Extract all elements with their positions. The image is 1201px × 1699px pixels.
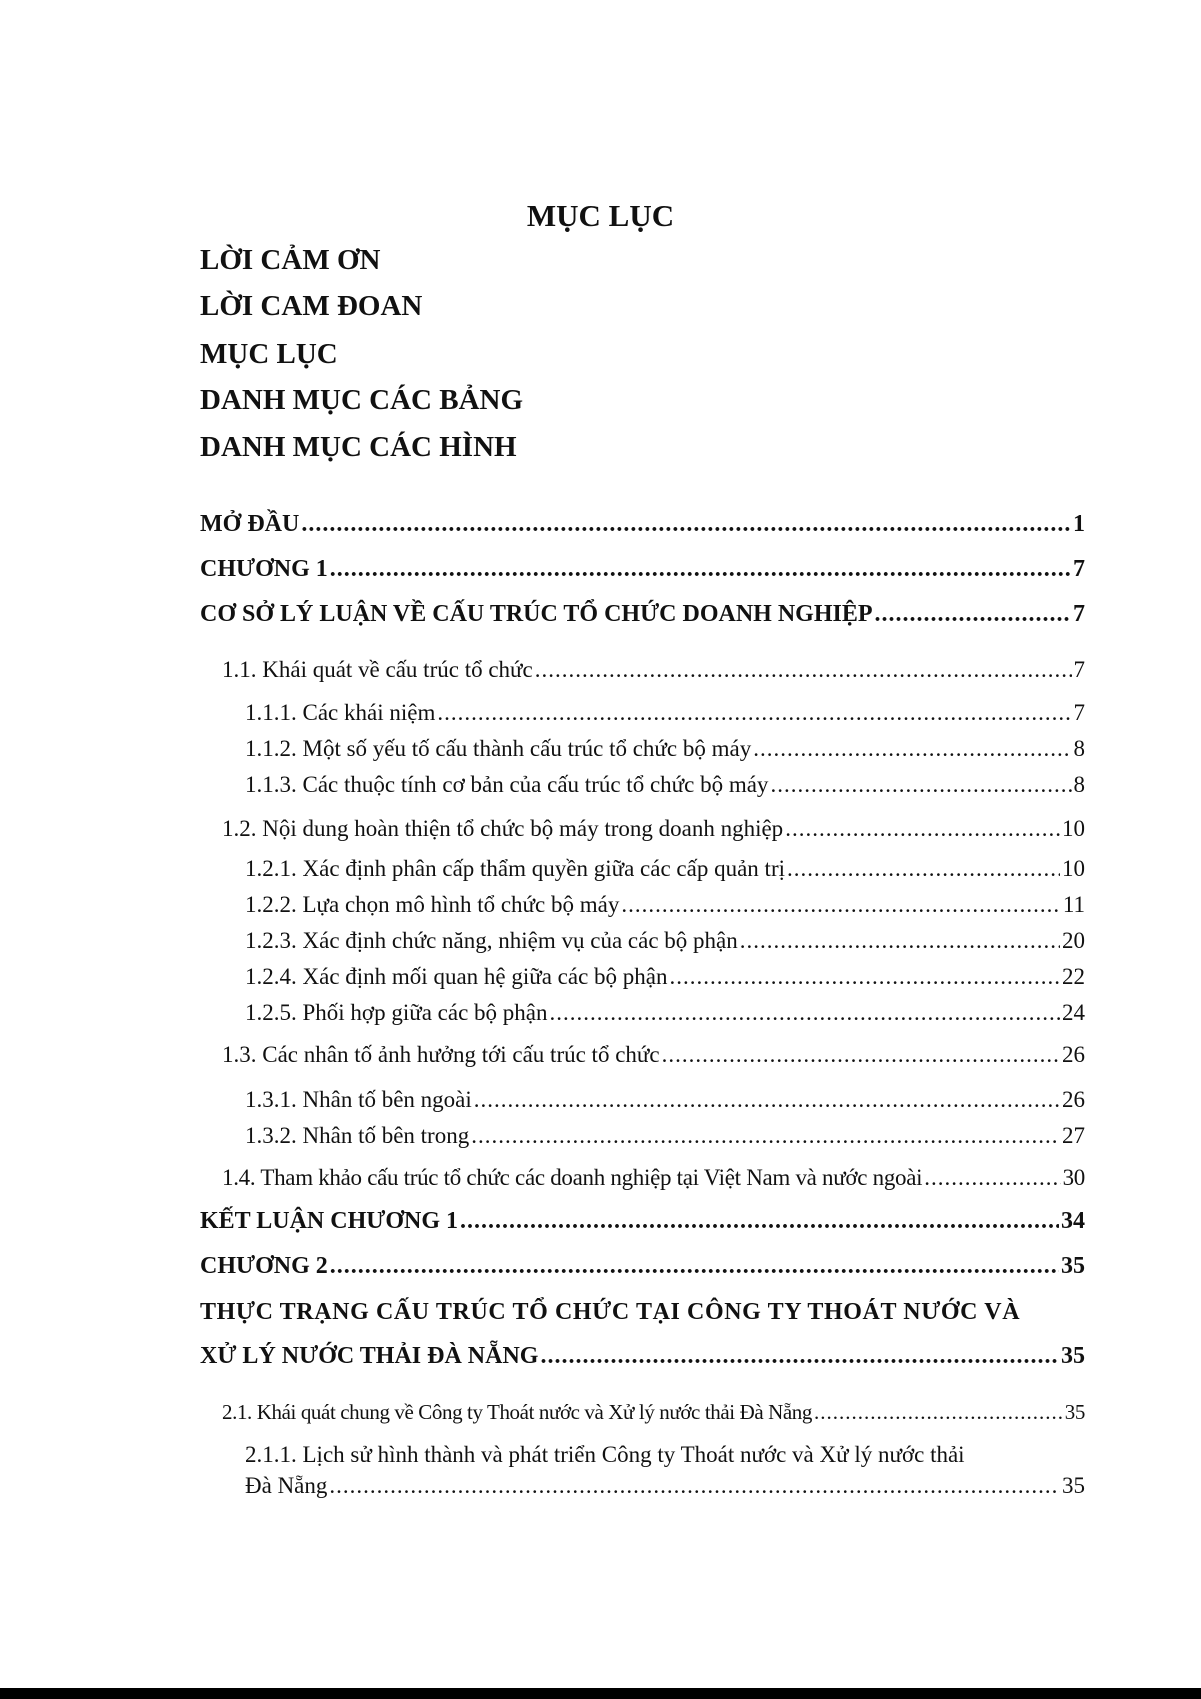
bottom-edge-bar [0, 1688, 1201, 1699]
dot-leader [787, 854, 1060, 884]
dot-leader [875, 598, 1071, 630]
toc-entry-text: 1.2.2. Lựa chọn mô hình tổ chức bộ máy [245, 892, 620, 917]
dot-leader [814, 1397, 1063, 1427]
toc-entry-text: 1.2. Nội dung hoàn thiện tổ chức bộ máy trong doanh nghiệp [222, 816, 784, 841]
front-matter-loi-cam-doan[interactable]: LỜI CAM ĐOAN [200, 290, 423, 322]
toc-page-number: 30 [1062, 1165, 1085, 1190]
dot-leader [460, 1205, 1059, 1237]
toc-entry-text: 1.4. Tham khảo cấu trúc tổ chức các doanh nghiệp tại Việt Nam và nước ngoài [222, 1165, 923, 1190]
toc-entry[interactable] [200, 553, 1085, 585]
toc-page-number: 35 [1062, 1473, 1085, 1498]
toc-entry-text: 1.1.3. Các thuộc tính cơ bản của cấu trúc tổ chức bộ máy [245, 772, 769, 797]
toc-entry[interactable] [222, 814, 1085, 844]
dot-leader [670, 962, 1060, 992]
toc-page-number: 8 [1073, 772, 1085, 797]
toc-entry[interactable] [222, 1040, 1085, 1070]
toc-entry[interactable] [200, 598, 1085, 630]
toc-page-number: 11 [1062, 892, 1085, 917]
toc-page-number: 8 [1073, 736, 1085, 761]
toc-page-number: 35 [1061, 1343, 1085, 1369]
toc-entry-text: 2.1. Khái quát chung về Công ty Thoát nước và Xử lý nước thải Đà Nẵng [222, 1400, 812, 1424]
toc-entry[interactable] [245, 890, 1085, 920]
toc-entry[interactable] [245, 962, 1085, 992]
dot-leader [550, 998, 1061, 1028]
toc-page-number: 7 [1073, 700, 1085, 725]
front-matter-danh-muc-cac-bang[interactable]: DANH MỤC CÁC BẢNG [200, 384, 524, 416]
toc-entry[interactable] [245, 1471, 1085, 1501]
dot-leader [535, 655, 1072, 685]
toc-entry[interactable] [245, 770, 1085, 800]
dot-leader [330, 1250, 1059, 1282]
toc-entry-text: KẾT LUẬN CHƯƠNG 1 [200, 1208, 459, 1234]
toc-page-number: 24 [1062, 1000, 1085, 1025]
toc-entry-text: 1.1.2. Một số yếu tố cấu thành cấu trúc tổ chức bộ máy [245, 736, 752, 761]
toc-entry[interactable] [200, 1340, 1085, 1372]
dot-leader [330, 553, 1071, 585]
dot-leader [924, 1163, 1060, 1193]
toc-entry[interactable] [245, 926, 1085, 956]
toc-page-number: 7 [1073, 657, 1085, 682]
dot-leader [621, 890, 1061, 920]
dot-leader [540, 1340, 1059, 1372]
toc-entry-text: 1.3.2. Nhân tố bên trong [245, 1123, 470, 1148]
toc-page-number: 10 [1062, 816, 1085, 841]
toc-page-number: 20 [1062, 928, 1085, 953]
toc-entry-text: 1.3. Các nhân tố ảnh hưởng tới cấu trúc tổ chức [222, 1042, 660, 1067]
toc-entry[interactable] [222, 1397, 1085, 1427]
front-matter-muc-luc[interactable]: MỤC LỤC [200, 338, 338, 370]
toc-page-number: 1 [1073, 511, 1085, 537]
toc-page-number: 7 [1073, 556, 1085, 582]
toc-entry-text: 1.1. Khái quát về cấu trúc tổ chức [222, 657, 533, 682]
toc-entry-text[interactable]: THỰC TRẠNG CẤU TRÚC TỔ CHỨC TẠI CÔNG TY THOÁT NƯỚC VÀ [200, 1299, 1021, 1325]
dot-leader [301, 508, 1071, 540]
toc-entry-text: 1.3.1. Nhân tố bên ngoài [245, 1087, 472, 1112]
toc-page-number: 35 [1061, 1253, 1085, 1279]
toc-entry-text: 1.2.5. Phối hợp giữa các bộ phận [245, 1000, 548, 1025]
dot-leader [770, 770, 1071, 800]
dot-leader [474, 1085, 1060, 1115]
page-title: MỤC LỤC [526, 198, 675, 233]
toc-page-number: 27 [1062, 1123, 1085, 1148]
toc-entry-text: CHƯƠNG 1 [200, 556, 328, 582]
toc-page-number: 10 [1062, 856, 1085, 881]
dot-leader [471, 1121, 1060, 1151]
dot-leader [753, 734, 1071, 764]
toc-entry[interactable] [222, 655, 1085, 685]
toc-entry-text: CƠ SỞ LÝ LUẬN VỀ CẤU TRÚC TỔ CHỨC DOANH NGHIỆP [200, 601, 873, 627]
dot-leader [662, 1040, 1060, 1070]
toc-entry[interactable] [245, 698, 1085, 728]
toc-entry[interactable] [200, 508, 1085, 540]
front-matter-danh-muc-cac-hinh[interactable]: DANH MỤC CÁC HÌNH [200, 431, 517, 463]
toc-page-number: 26 [1062, 1087, 1085, 1112]
toc-page-number: 26 [1062, 1042, 1085, 1067]
toc-page-number: 7 [1073, 601, 1085, 627]
toc-entry-text: 1.2.1. Xác định phân cấp thẩm quyền giữa các cấp quản trị [245, 856, 785, 881]
toc-entry-text: 1.2.4. Xác định mối quan hệ giữa các bộ phận [245, 964, 668, 989]
toc-entry[interactable] [245, 734, 1085, 764]
toc-entry-text: MỞ ĐẦU [200, 511, 300, 537]
toc-entry[interactable] [245, 998, 1085, 1028]
toc-entry[interactable] [245, 854, 1085, 884]
front-matter-loi-cam-on[interactable]: LỜI CẢM ƠN [200, 244, 381, 276]
toc-entry-text[interactable]: 2.1.1. Lịch sử hình thành và phát triển Công ty Thoát nước và Xử lý nước thải [245, 1442, 965, 1467]
toc-entry-text: XỬ LÝ NƯỚC THẢI ĐÀ NẴNG [200, 1343, 539, 1369]
dot-leader [329, 1471, 1060, 1501]
toc-page-number: 35 [1064, 1400, 1085, 1424]
toc-page-number: 34 [1061, 1208, 1085, 1234]
toc-entry[interactable] [222, 1163, 1085, 1193]
toc-entry[interactable] [200, 1205, 1085, 1237]
toc-entry-text: CHƯƠNG 2 [200, 1253, 328, 1279]
toc-entry-text: Đà Nẵng [245, 1473, 328, 1498]
toc-entry-text: 1.2.3. Xác định chức năng, nhiệm vụ của các bộ phận [245, 928, 738, 953]
toc-entry[interactable] [200, 1250, 1085, 1282]
dot-leader [785, 814, 1060, 844]
dot-leader [437, 698, 1071, 728]
toc-page-number: 22 [1062, 964, 1085, 989]
toc-entry[interactable] [245, 1121, 1085, 1151]
toc-entry-text: 1.1.1. Các khái niệm [245, 700, 436, 725]
dot-leader [740, 926, 1060, 956]
toc-entry[interactable] [245, 1085, 1085, 1115]
